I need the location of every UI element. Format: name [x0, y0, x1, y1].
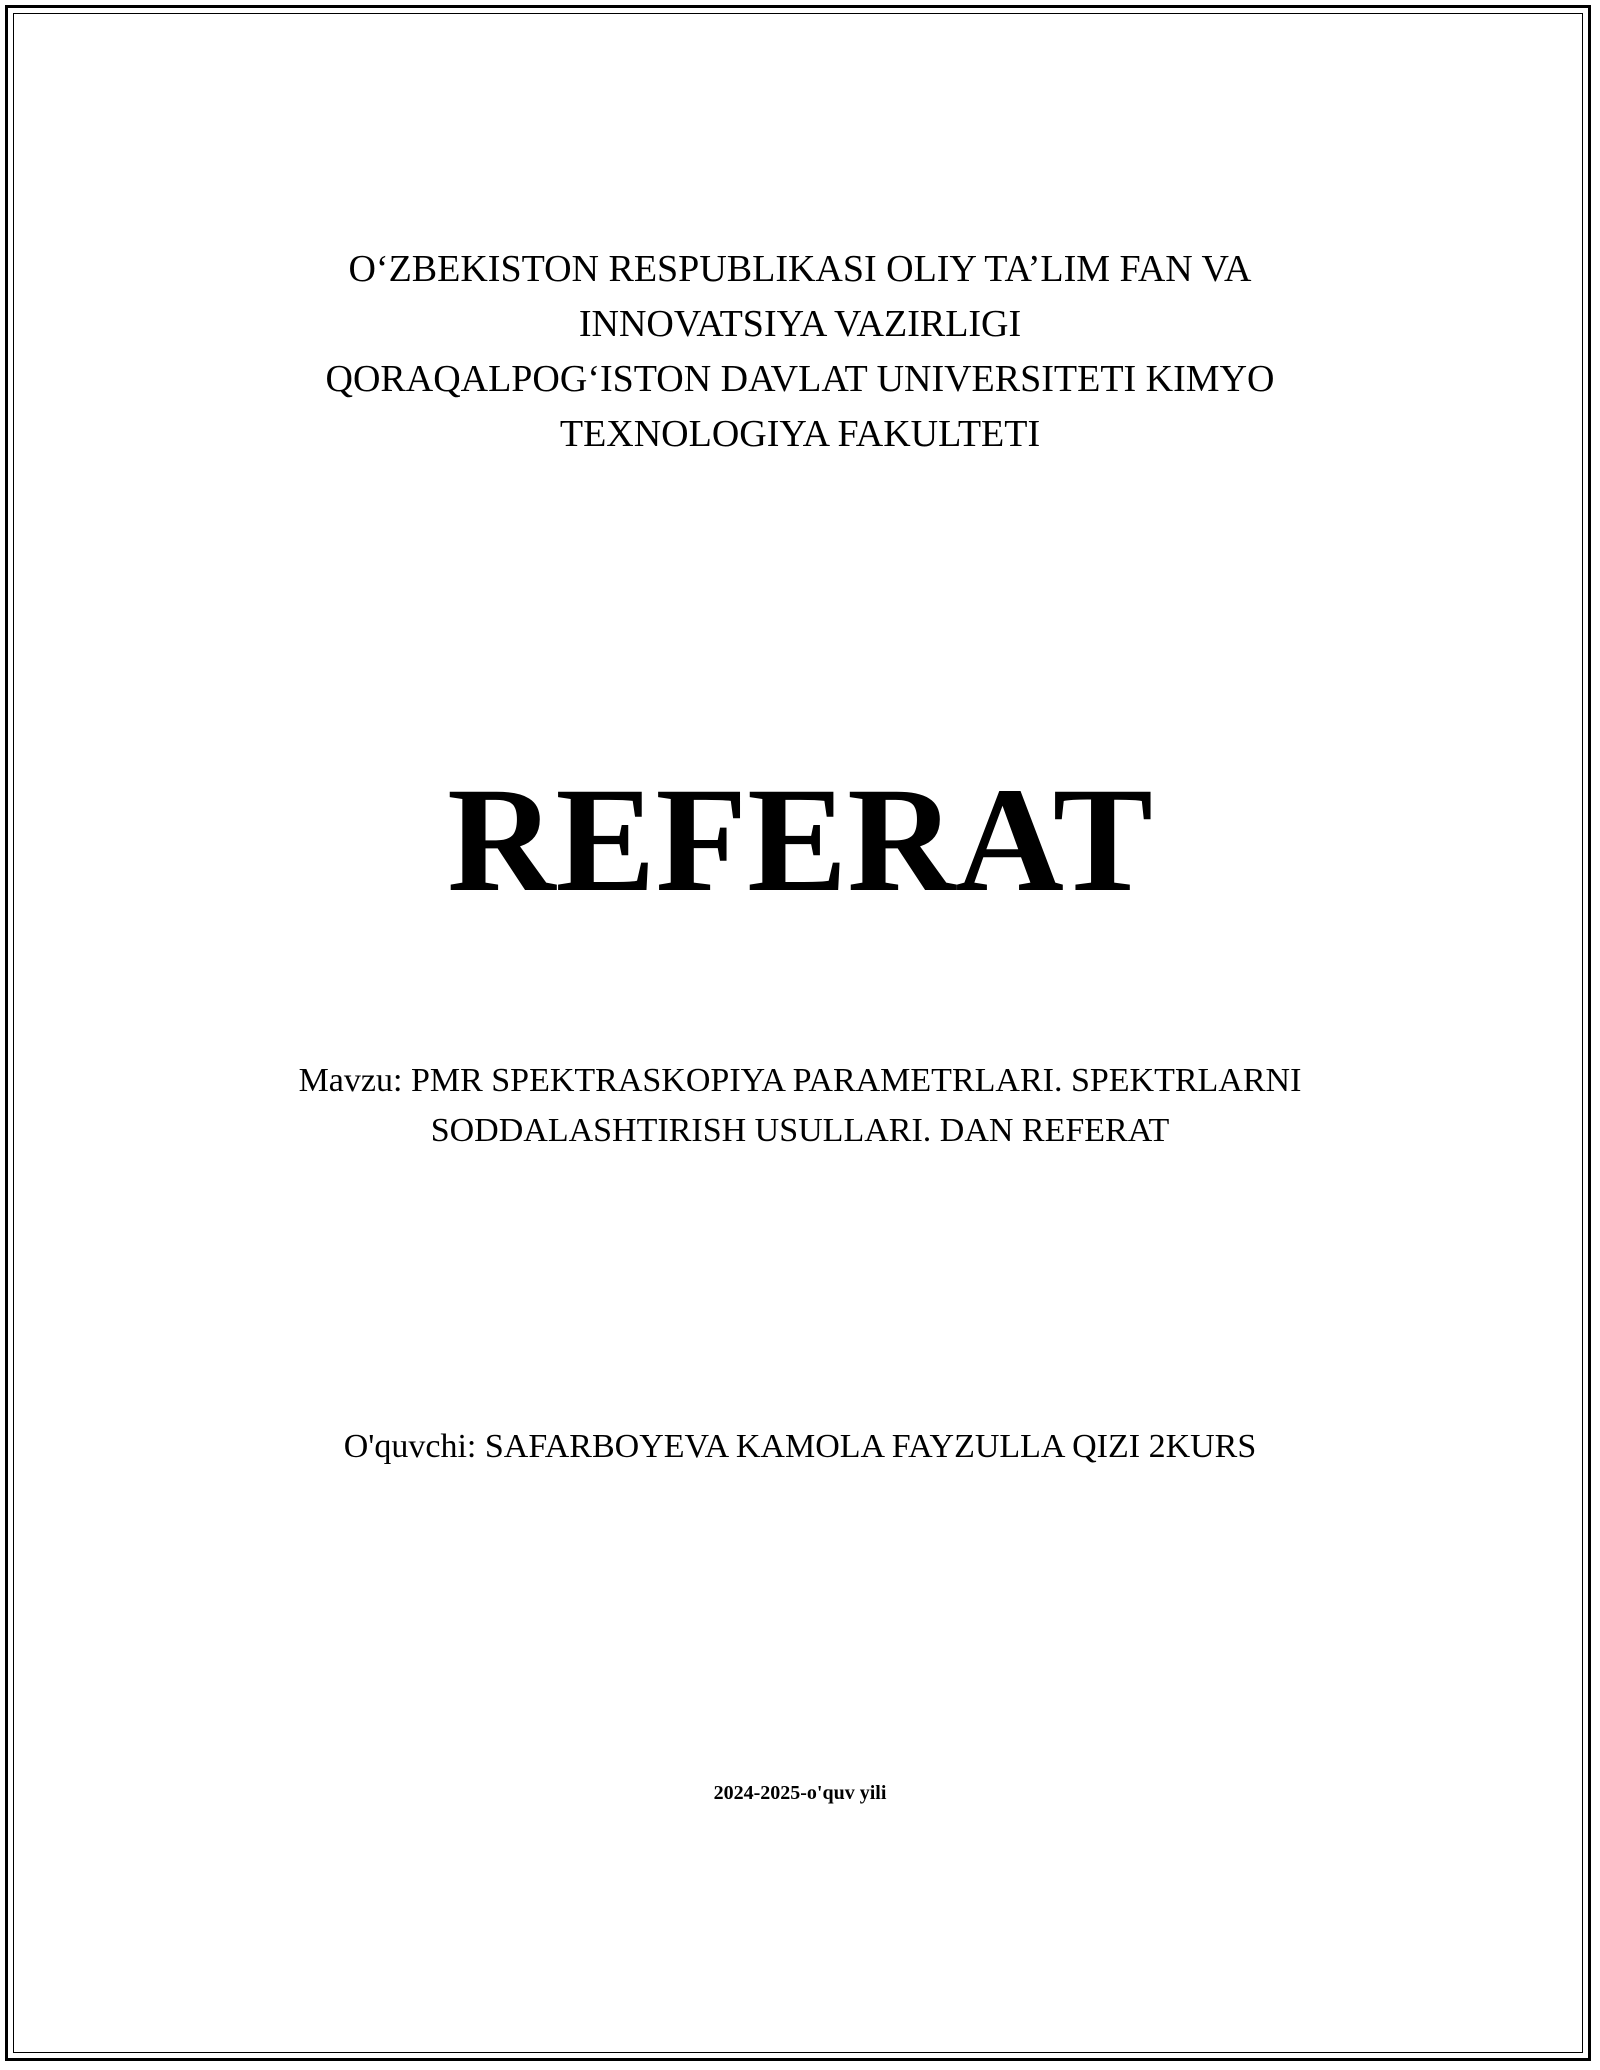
ministry-header: [0, 242, 1600, 462]
topic: [0, 1056, 1600, 1156]
topic-line-1: Mavzu: PMR SPEKTRASKOPIYA PARAMETRLARI. SPEKTRLARNI: [298, 1062, 1302, 1099]
topic-line-2: SODDALASHTIRISH USULLARI. DAN REFERAT: [430, 1112, 1170, 1149]
academic-year: 2024-2025-o'quv yili: [713, 1782, 887, 1804]
document-title: REFERAT: [447, 757, 1153, 923]
header-line-2: INNOVATSIYA VAZIRLIGI: [578, 303, 1022, 345]
student-name: O'quvchi: SAFARBOYEVA KAMOLA FAYZULLA QIZI 2KURS: [343, 1428, 1257, 1465]
header-line-3: QORAQALPOG‘ISTON DAVLAT UNIVERSITETI KIMYO: [325, 358, 1275, 400]
header-line-1: O‘ZBEKISTON RESPUBLIKASI OLIY TA’LIM FAN VA: [348, 248, 1252, 290]
header-line-4: TEXNOLOGIYA FAKULTETI: [559, 413, 1041, 455]
